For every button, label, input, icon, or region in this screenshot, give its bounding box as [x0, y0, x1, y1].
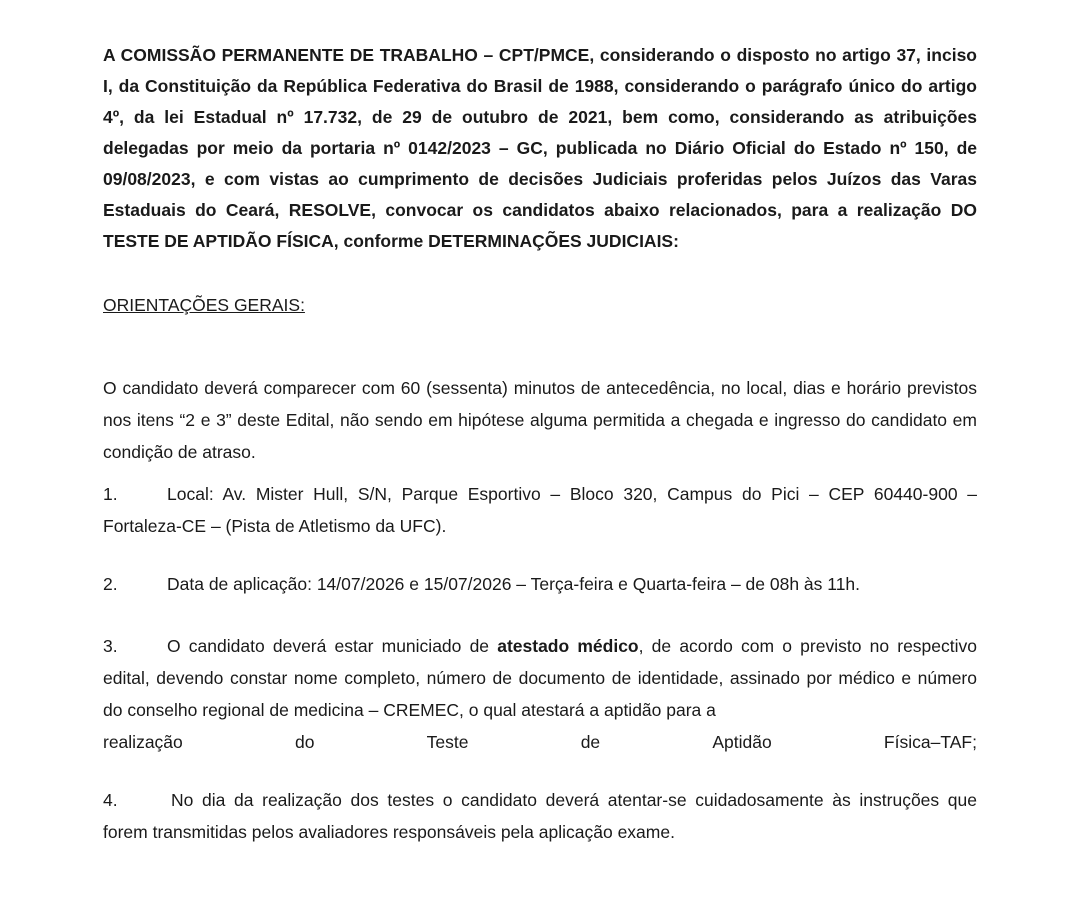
- list-item-text: , de acordo com o previsto no respectivo edital, devendo constar nome completo, número de documento de identidade, assinado por médico e número do conselho regional de medicina – CREMEC, o qual atestará a aptidão para a: [103, 636, 977, 720]
- list-item-4: [103, 784, 977, 848]
- word: realização: [103, 732, 183, 752]
- word: Aptidão: [712, 732, 772, 752]
- list-item-last-line: [103, 726, 977, 758]
- list-item-text: Local: Av. Mister Hull, S/N, Parque Esportivo – Bloco 320, Campus do Pici – CEP 60440-900 – Fortaleza-CE – (Pista de Atletismo da UFC).: [103, 484, 977, 536]
- section-title: ORIENTAÇÕES GERAIS:: [103, 295, 305, 315]
- word: Física–TAF;: [883, 732, 977, 752]
- list-item-3: [103, 630, 977, 758]
- word: de: [580, 732, 601, 752]
- list-item-text: O candidato deverá estar municiado de: [167, 636, 498, 656]
- list-item-text: Data de aplicação: 14/07/2026 e 15/07/2026 – Terça-feira e Quarta-feira – de 08h às 11h.: [167, 574, 861, 594]
- general-orientation-paragraph: O candidato deverá comparecer com 60 (sessenta) minutos de antecedência, no local, dias e horário previstos nos itens “2 e 3” deste Edital, não sendo em hipótese alguma permitida a chegada e ingresso do candidato em condição de atraso.: [103, 378, 977, 462]
- list-item-number: 1.: [103, 484, 118, 504]
- list-item-number: 4.: [103, 790, 118, 810]
- list-item-1: [103, 478, 977, 542]
- word: Teste: [426, 732, 469, 752]
- word: do: [294, 732, 315, 752]
- document-page: [103, 40, 977, 842]
- list-item-number: 3.: [103, 636, 118, 656]
- list-item-text: No dia da realização dos testes o candidato deverá atentar-se cuidadosamente às instruções que forem transmitidas pelos avaliadores responsáveis pela aplicação exame.: [103, 790, 977, 842]
- list-item-number: 2.: [103, 574, 118, 594]
- intro-paragraph: A COMISSÃO PERMANENTE DE TRABALHO – CPT/PMCE, considerando o disposto no artigo 37, inciso I, da Constituição da República Federativa do Brasil de 1988, considerando o parágrafo único do artigo 4º, da lei Estadual nº 17.732, de 29 de outubro de 2021, bem como, considerando as atribuições delegadas por meio da portaria nº 0142/2023 – GC, publicada no Diário Oficial do Estado nº 150, de 09/08/2023, e com vistas ao cumprimento de decisões Judiciais proferidas pelos Juízos das Varas Estaduais do Ceará, RESOLVE, convocar os candidatos abaixo relacionados, para a realização DO TESTE DE APTIDÃO FÍSICA, conforme DETERMINAÇÕES JUDICIAIS:: [103, 45, 977, 251]
- list-item-2: [103, 568, 977, 600]
- list-item-emphasis: atestado médico: [497, 636, 639, 656]
